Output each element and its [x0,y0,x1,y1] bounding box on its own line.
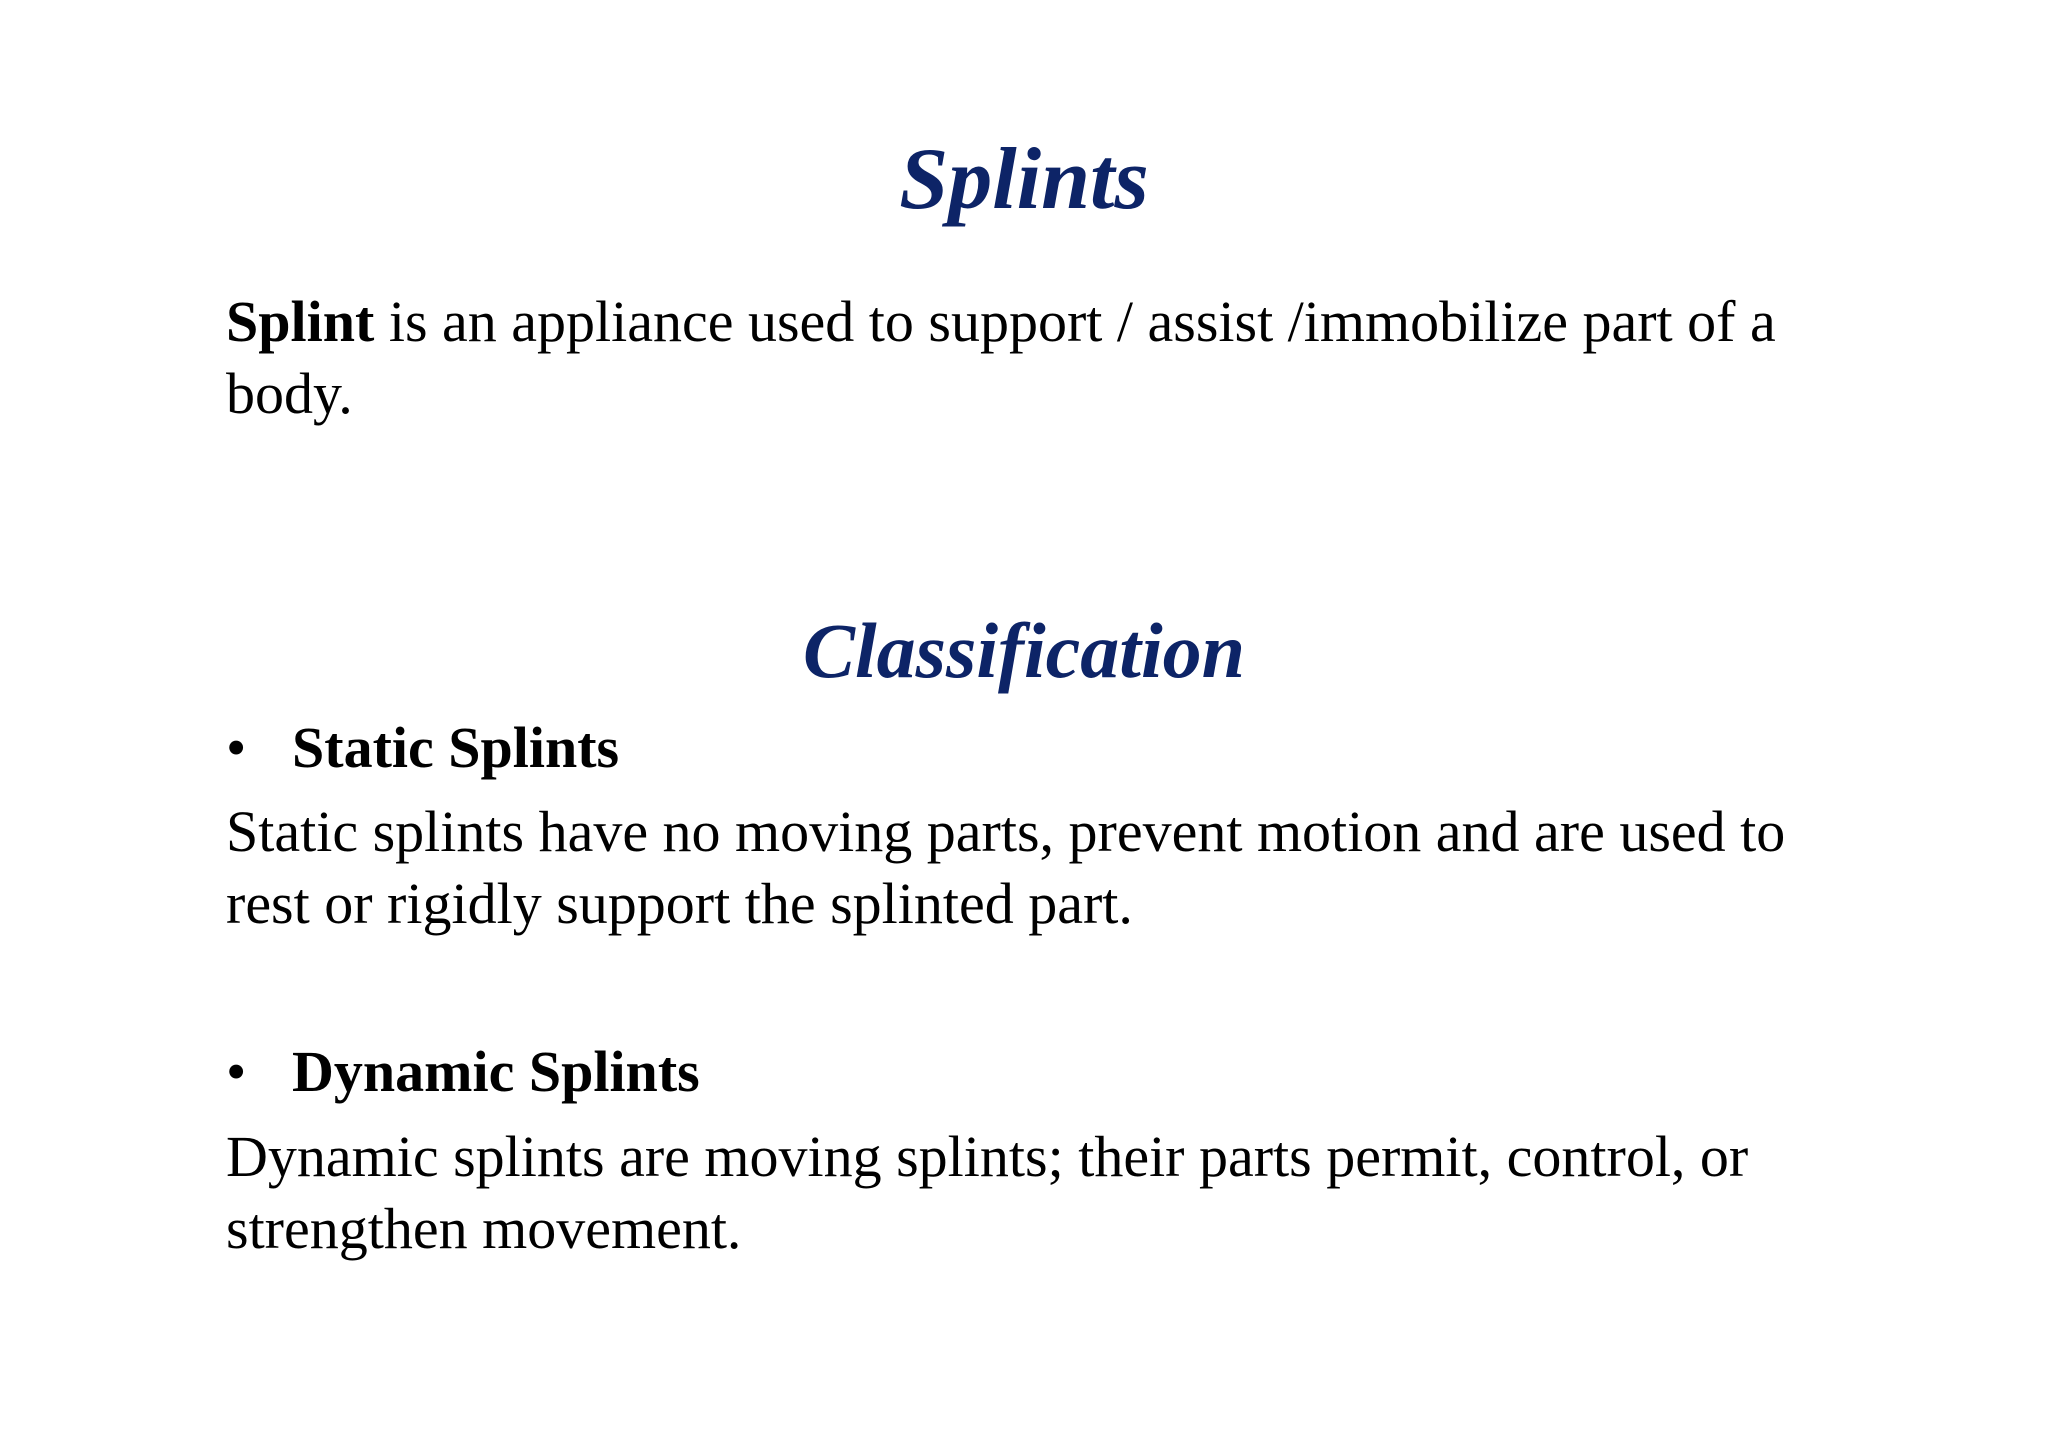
bullet-icon: • [226,1039,247,1104]
classification-heading: Classification [802,607,1246,694]
class-name: Static Splints [292,715,620,780]
definition-term: Splint [226,289,375,354]
definition-text: is an appliance used to support / assist /immobilize part of a body. [226,289,1776,426]
list-item-static-splints [226,712,619,784]
page-title: Splints [899,131,1149,228]
definition-paragraph [226,286,1866,430]
bullet-icon: • [226,715,247,780]
class-description: Dynamic splints are moving splints; their parts permit, control, or strengthen movement. [226,1124,1749,1261]
list-item-dynamic-splints [226,1036,700,1108]
class-description: Static splints have no moving parts, prevent motion and are used to rest or rigidly support the splinted part. [226,799,1786,936]
class-name: Dynamic Splints [292,1039,700,1104]
